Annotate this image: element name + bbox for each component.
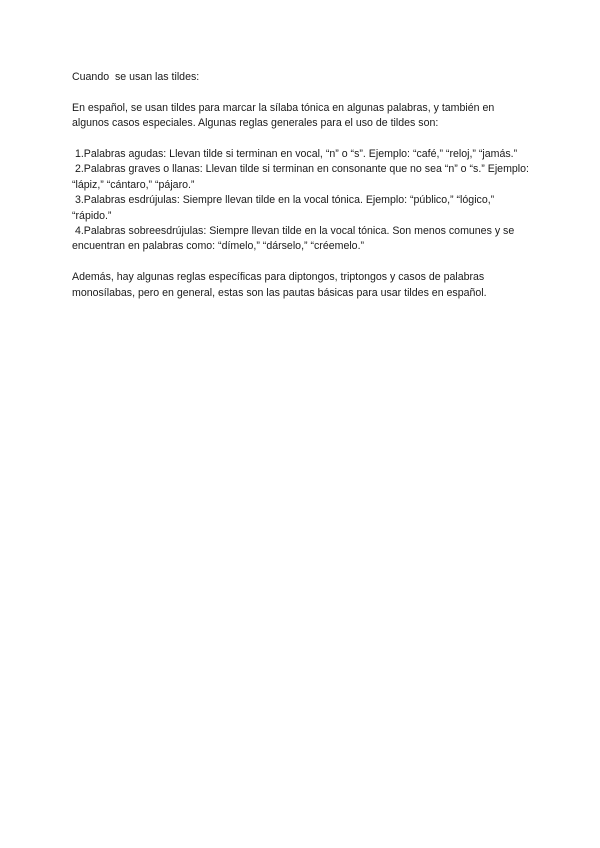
document-heading: Cuando se usan las tildes: <box>72 71 200 83</box>
rule-item-3: 3.Palabras esdrújulas: Siempre llevan tilde en la vocal tónica. Ejemplo: “público,” “lógico,” “rápido.” <box>72 194 498 222</box>
rule-item-2: 2.Palabras graves o llanas: Llevan tilde si terminan en consonante que no sea “n” o “s.” Ejemplo: “lápiz,” “cántaro,” “pájaro.” <box>72 163 532 191</box>
document-body <box>72 70 532 301</box>
closing-paragraph: Además, hay algunas reglas específicas para diptongos, triptongos y casos de palabras monosílabas, pero en general, estas son las pautas básicas para usar tildes en español. <box>72 271 488 299</box>
rule-item-4: 4.Palabras sobreesdrújulas: Siempre llevan tilde en la vocal tónica. Son menos comunes y se encuentran en palabras como: “dímelo,” “dárselo,” “créemelo.” <box>72 225 518 253</box>
rule-item-1: 1.Palabras agudas: Llevan tilde si terminan en vocal, “n” o “s”. Ejemplo: “café,” “reloj,” “jamás.” <box>72 148 518 160</box>
paragraph-gap <box>72 85 532 100</box>
paragraph-gap <box>72 132 532 147</box>
intro-paragraph: En español, se usan tildes para marcar la sílaba tónica en algunas palabras, y también en algunos casos especiales. Algunas reglas generales para el uso de tildes son: <box>72 101 498 130</box>
paragraph-gap <box>72 255 532 270</box>
